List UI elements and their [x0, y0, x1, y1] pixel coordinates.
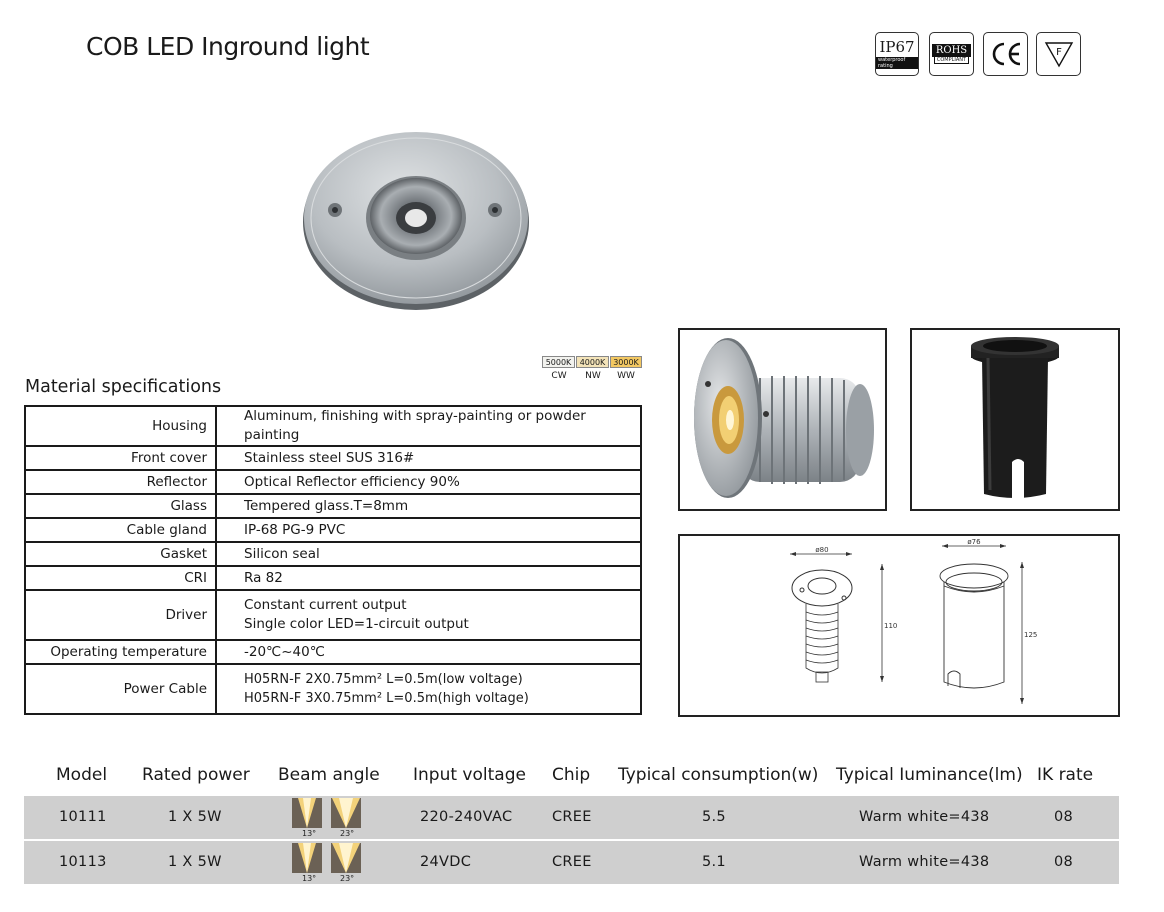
svg-text:110: 110	[884, 622, 898, 630]
col-header-beam-angle: Beam angle	[278, 765, 380, 785]
swatch-label-ww: WW	[617, 371, 635, 381]
spec-row	[25, 494, 641, 518]
f-mark-badge	[1036, 32, 1081, 76]
rohs-badge: ROHS COMPLIANT	[929, 32, 974, 76]
svg-text:F: F	[1055, 47, 1062, 58]
spec-key: Operating temperature	[25, 640, 216, 664]
beam-13-icon	[292, 843, 322, 873]
spec-value: Ra 82	[216, 566, 641, 590]
spec-value: -20℃~40℃	[216, 640, 641, 664]
cell-ik: 08	[1054, 854, 1074, 870]
spec-value: Aluminum, finishing with spray-painting or powder painting	[216, 406, 641, 446]
col-header-ik-rate: IK rate	[1037, 765, 1094, 785]
beam-label: 23°	[340, 874, 355, 883]
spec-row	[25, 590, 641, 640]
spec-value: Silicon seal	[216, 542, 641, 566]
spec-row	[25, 542, 641, 566]
cell-model: 10111	[59, 809, 107, 825]
spec-value: Optical Reflector efficiency 90%	[216, 470, 641, 494]
spec-key: Front cover	[25, 446, 216, 470]
cell-luminance: Warm white=438	[859, 854, 990, 870]
col-header-consumption: Typical consumption(w)	[618, 765, 819, 785]
svg-text:ø80: ø80	[815, 546, 829, 554]
cell-chip: CREE	[552, 809, 592, 825]
spec-key: Reflector	[25, 470, 216, 494]
beam-23-icon	[331, 798, 361, 828]
spec-key: Driver	[25, 590, 216, 640]
spec-key: Cable gland	[25, 518, 216, 542]
beam-23-icon	[331, 843, 361, 873]
beam-label: 13°	[302, 874, 317, 883]
col-header-chip: Chip	[552, 765, 591, 785]
swatch-label-cw: CW	[551, 371, 567, 381]
col-header-input-voltage: Input voltage	[413, 765, 526, 785]
spec-row	[25, 446, 641, 470]
svg-text:ø76: ø76	[967, 538, 981, 546]
table-row	[24, 841, 1119, 884]
cell-power: 1 X 5W	[168, 854, 222, 870]
cell-consumption: 5.1	[702, 854, 726, 870]
beam-label: 23°	[340, 829, 355, 838]
dimension-drawing	[678, 534, 1120, 717]
f-triangle-icon	[1043, 40, 1075, 68]
spec-key: Glass	[25, 494, 216, 518]
color-swatch-5000k: 5000K	[542, 356, 575, 368]
ip67-badge: IP67 waterproof rating	[875, 32, 919, 76]
svg-text:125: 125	[1024, 631, 1038, 639]
spec-value: Tempered glass.T=8mm	[216, 494, 641, 518]
spec-row	[25, 664, 641, 714]
spec-value: Stainless steel SUS 316#	[216, 446, 641, 470]
col-header-rated-power: Rated power	[142, 765, 250, 785]
cell-ik: 08	[1054, 809, 1074, 825]
spec-value: IP-68 PG-9 PVC	[216, 518, 641, 542]
swatch-label-nw: NW	[585, 371, 601, 381]
cell-luminance: Warm white=438	[859, 809, 990, 825]
spec-row	[25, 470, 641, 494]
color-swatch-3000k: 3000K	[610, 356, 642, 368]
embedded-housing-photo	[910, 328, 1120, 511]
table-row	[24, 796, 1119, 839]
spec-row	[25, 640, 641, 664]
cell-consumption: 5.5	[702, 809, 726, 825]
cell-voltage: 220-240VAC	[420, 809, 513, 825]
beam-label: 13°	[302, 829, 317, 838]
page-title: COB LED Inground light	[86, 32, 370, 61]
ce-badge	[983, 32, 1028, 76]
beam-13-icon	[292, 798, 322, 828]
spec-row	[25, 518, 641, 542]
spec-key: Gasket	[25, 542, 216, 566]
side-view-photo	[678, 328, 887, 511]
product-photo	[300, 122, 532, 314]
spec-value: H05RN-F 2X0.75mm² L=0.5m(low voltage) H05RN-F 3X0.75mm² L=0.5m(high voltage)	[216, 664, 641, 714]
spec-row	[25, 406, 641, 446]
spec-key: Housing	[25, 406, 216, 446]
col-header-model: Model	[56, 765, 108, 785]
spec-key: CRI	[25, 566, 216, 590]
material-spec-table	[24, 405, 642, 715]
spec-key: Power Cable	[25, 664, 216, 714]
ce-mark-icon	[989, 41, 1023, 67]
material-heading: Material specifications	[25, 377, 222, 397]
cell-chip: CREE	[552, 854, 592, 870]
color-swatch-4000k: 4000K	[576, 356, 609, 368]
col-header-luminance: Typical Iuminance(lm)	[836, 765, 1023, 785]
cell-model: 10113	[59, 854, 107, 870]
spec-value: Constant current output Single color LED=1-circuit output	[216, 590, 641, 640]
cell-voltage: 24VDC	[420, 854, 472, 870]
spec-row	[25, 566, 641, 590]
cell-power: 1 X 5W	[168, 809, 222, 825]
